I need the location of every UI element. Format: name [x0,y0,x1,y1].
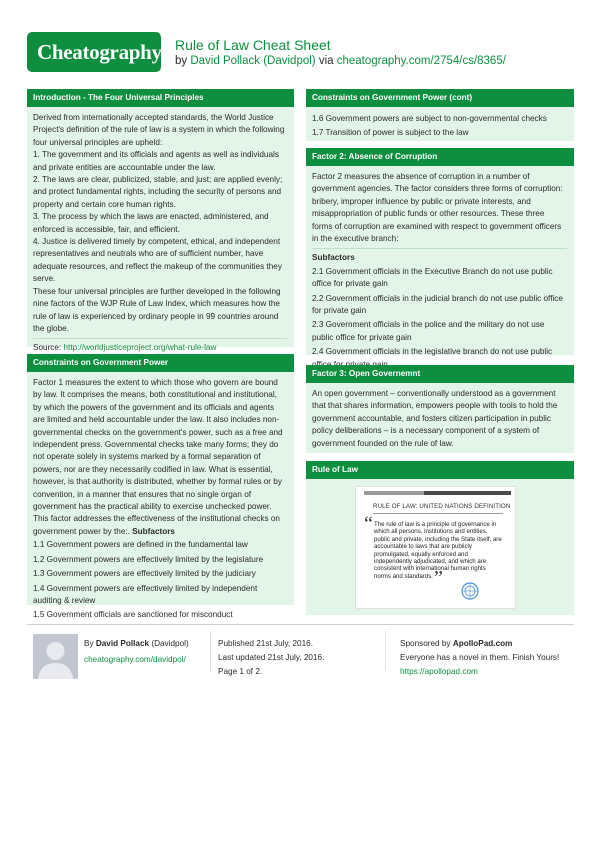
sponsor-link[interactable]: https://apollopad.com [400,667,478,676]
byline [175,55,506,67]
factor2-body: Factor 2 measures the absence of corruption in a number of government agencies. The factor considers three forms of corruption: bribery, improper influence by public or private interests, and misappropriation of public funds or other resources. These three forms of corruption are examined with respect to government officers in the executive branch: [312,172,563,244]
intro-card [27,89,294,353]
factor3-card [306,365,574,453]
intro-principle-4: 4. Justice is delivered timely by competent, ethical, and independent representatives and neutrals who are of sufficient number, have adequate resources, and reflect the makeup of the communities they serve. [33,237,282,284]
intro-principle-2: 2. The laws are clear, publicized, stable, and just; are applied evenly; and protect fundamental rights, including the security of persons and property and certain core human rights. [33,175,283,209]
source-row [33,342,287,354]
subfactor-item: 1.7 Transition of power is subject to the law [312,128,469,138]
constraints-card [27,354,294,620]
sponsor-name: ApolloPad.com [452,639,513,648]
by-prefix: by [175,55,191,67]
constraints-cont-card [306,89,574,141]
footer-author-handle: (Davidpol) [149,639,189,648]
sponsor-text: Everyone has a novel in them. Finish Yours! [400,653,560,662]
intro-heading: Introduction - The Four Universal Principles [27,89,294,107]
subfactor-item: 1.1 Government powers are defined in the fundamental law [33,540,248,550]
footer-divider [210,631,211,671]
footer-author-name: David Pollack [95,639,150,648]
author-link[interactable]: David Pollack (Davidpol) [190,55,316,67]
page-title: Rule of Law Cheat Sheet [175,37,331,53]
constraints-cont-heading: Constraints on Government Power (cont) [306,89,574,107]
rule-of-law-heading: Rule of Law [306,461,574,479]
source-label: Source: [33,343,64,353]
un-definition-image [355,486,516,609]
subfactors-label: Subfactors [132,526,175,536]
footer-by: By [84,639,96,648]
subfactor-item: 1.4 Government powers are effectively limited by independent auditing & review [33,583,258,605]
intro-principle-3: 3. The process by which the laws are enacted, administered, and enforced is accessible, fair, and efficient. [33,212,269,234]
intro-paragraph: Derived from internationally accepted standards, the World Justice Project's definition of the rule of law is a system in which the following four universal principles are upheld: [33,113,285,147]
sheet-url-link[interactable]: cheatography.com/2754/cs/8365/ [336,55,506,67]
published-date: Published 21st July, 2016. [218,639,313,648]
un-emblem-icon [460,581,480,601]
constraints-text: Factor 1 measures the extent to which those who govern are bound by law. It comprises the means, both constitutional and institutional, by which the powers of the government and its officials and agents are limited and held accountable under the law. It also includes non-governmental checks on the government's power, such as a free and independent press. Governmental checks take many forms; they do not operate solely in systems marked by a formal separation of powers, nor are they necessarily codified in law. What is essential, however, is that authority is distributed, whether by formal rules or by convention, in a manner that ensures that no single organ of government has the practical ability to exercise unchecked power. This factor addresses the effectiveness of the institutional checks on government power by the:. [33,378,283,536]
footer-divider [27,624,574,625]
cheatography-logo[interactable] [27,32,161,72]
factor3-heading: Factor 3: Open Governemnt [306,365,574,383]
footer-sponsor [400,637,559,679]
updated-date: Last updated 21st July, 2016. [218,653,325,662]
intro-principle-1: 1. The government and its officials and agents as well as individuals and private entities are accountable under the law. [33,150,279,172]
avatar-silhouette-icon [33,634,78,679]
divider [312,248,567,249]
constraints-heading: Constraints on Government Power [27,354,294,372]
subfactor-item: 2.2 Government officials in the judicial branch do not use public office for private gain [312,293,563,316]
footer-divider [385,631,386,671]
open-quote-icon: “ [364,513,373,535]
via-text: via [315,55,337,67]
factor2-card [306,148,574,355]
factor2-subfactors-label [312,252,567,264]
subfactors-label: Subfactors [312,253,355,263]
image-quote: The rule of law is a principle of governance in which all persons, institutions and entities, public and private, including the State itself, are accountable to laws that are publicly promulgated, equally enforced and independently adjudicated, and which are consistent with international human rights norms and standards. [374,521,502,580]
page-number: Page 1 of 2. [218,667,263,676]
footer-author [84,637,189,667]
subfactor-item: 1.3 Government powers are effectively limited by the judiciary [33,569,256,579]
image-rule [373,513,503,514]
factor2-heading: Factor 2: Absence of Corruption [306,148,574,166]
subfactor-item: 1.6 Government powers are subject to non-governmental checks [312,114,547,123]
close-quote-icon: ” [434,567,443,589]
image-title: RULE OF LAW: UNITED NATIONS DEFINITION [373,503,511,510]
footer-author-link[interactable]: cheatography.com/davidpol/ [84,655,186,664]
subfactor-item: 1.5 Government officials are sanctioned for misconduct [33,610,233,620]
source-link[interactable]: http://worldjusticeproject.org/what-rule-law [63,343,217,353]
subfactor-item: 2.3 Government officials in the police and the military do not use public office for private gain [312,320,545,342]
image-bar [364,491,426,495]
subfactor-item: 1.2 Government powers are effectively limited by the legislature [33,554,264,564]
constraints-body [33,377,287,538]
intro-closing: These four universal principles are further developed in the following nine factors of the WJP Rule of Law Index, which measures how the rule of law is experienced by ordinary people in 99 countries around the globe. [33,286,281,333]
footer-dates [218,637,324,679]
subfactor-item: 2.1 Government officials in the Executive Branch do not use public office for private gain [312,266,553,289]
subfactor-item: 2.4 Government officials in the legislative branch do not use public [312,347,553,357]
image-bar [424,491,511,495]
factor3-body: An open government – conventionally understood as a government that that shares information, empowers people with tools to hold the government accountable, and fosters citizen participation in public policy deliberations – is a necessary component of a system of government founded on the rule of law. [312,389,558,448]
sponsor-prefix: Sponsored by [400,639,453,648]
avatar[interactable] [33,634,78,679]
divider [33,338,287,339]
logo-text: Cheatography [37,40,162,64]
